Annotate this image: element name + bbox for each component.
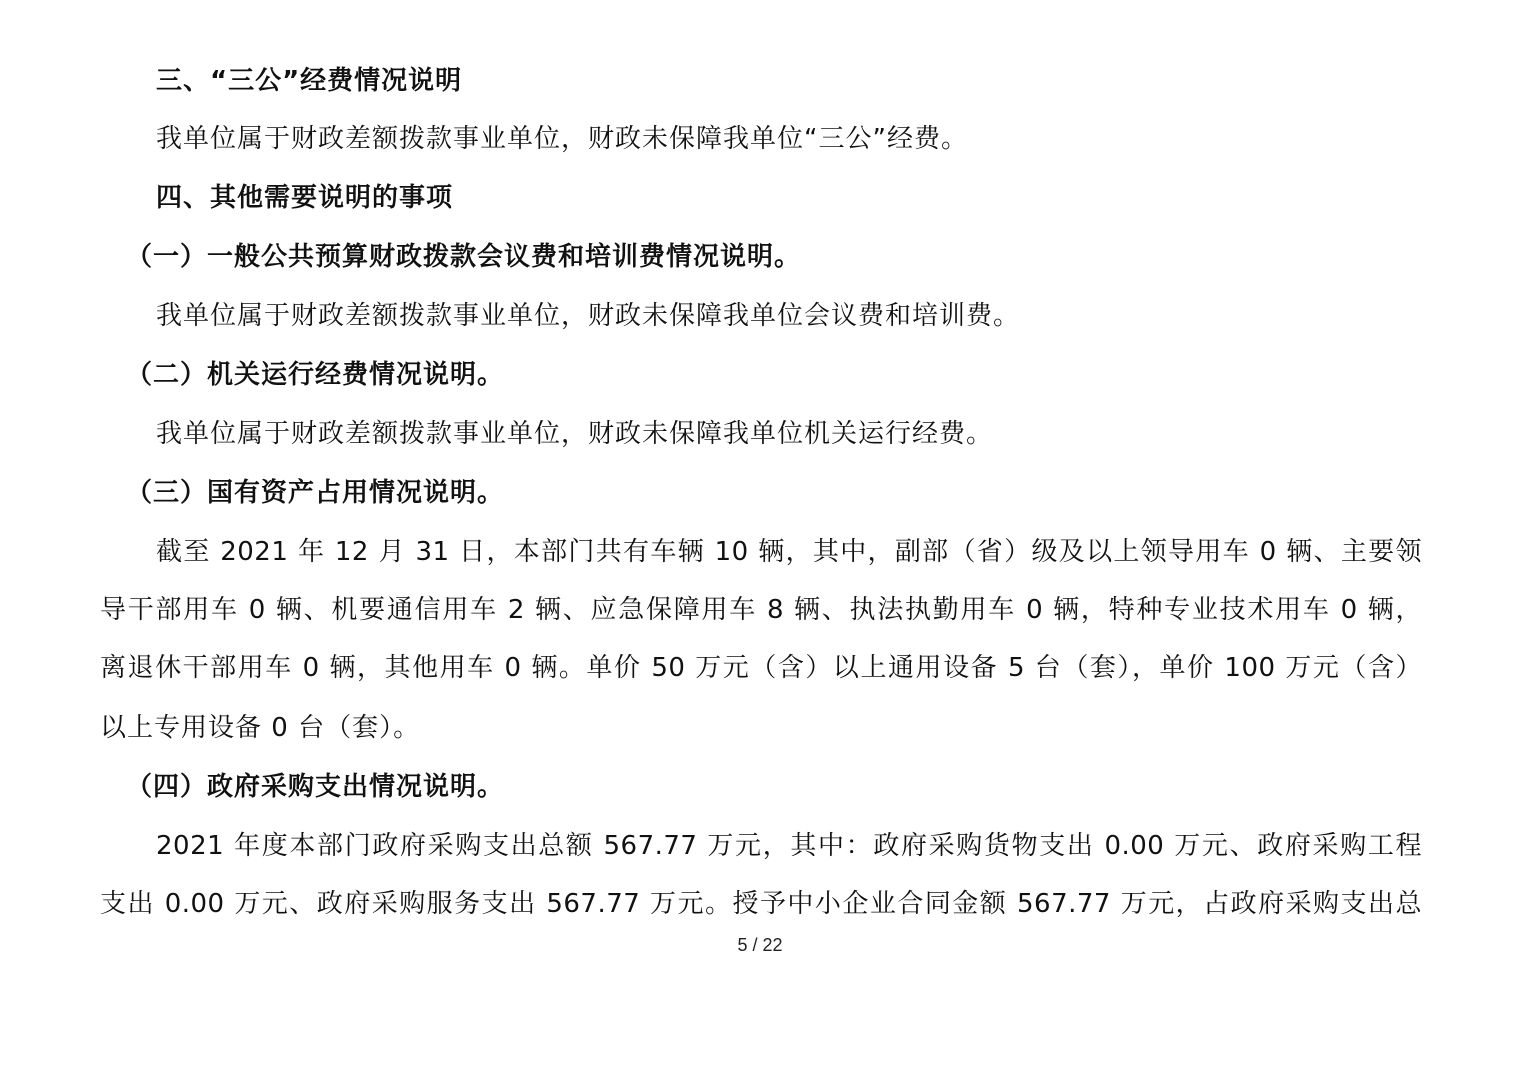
section-4-4-line-2: 支出 0.00 万元、政府采购服务支出 567.77 万元。授予中小企业合同金额 567.77 万元，占政府采购支出总 [100,889,1422,919]
section-4-3-line-1: 截至 2021 年 12 月 31 日，本部门共有车辆 10 辆，其中，副部（省）级及以上领导用车 0 辆、主要领 [156,537,1422,567]
section-3-body: 我单位属于财政差额拨款事业单位，财政未保障我单位“三公”经费。 [156,124,968,154]
page-number: 5 / 22 [737,935,783,955]
section-4-1-body: 我单位属于财政差额拨款事业单位，财政未保障我单位会议费和培训费。 [156,301,1021,331]
section-4-3-line-4: 以上专用设备 0 台（套）。 [100,713,421,743]
section-4-1-heading: （一）一般公共预算财政拨款会议费和培训费情况说明。 [126,242,802,272]
section-4-3-heading: （三）国有资产占用情况说明。 [126,478,505,508]
section-4-2-body: 我单位属于财政差额拨款事业单位，财政未保障我单位机关运行经费。 [156,419,994,449]
section-4-3-line-2: 导干部用车 0 辆、机要通信用车 2 辆、应急保障用车 8 辆、执法执勤用车 0 辆，特种专业技术用车 0 辆， [100,595,1422,625]
section-4-2-heading: （二）机关运行经费情况说明。 [126,360,505,390]
section-4-4-heading: （四）政府采购支出情况说明。 [126,772,505,802]
section-4-heading: 四、其他需要说明的事项 [156,183,454,213]
section-3-heading: 三、“三公”经费情况说明 [156,66,463,96]
section-4-3-line-3: 离退休干部用车 0 辆，其他用车 0 辆。单价 50 万元（含）以上通用设备 5 台（套），单价 100 万元（含） [100,653,1422,683]
section-4-4-line-1: 2021 年度本部门政府采购支出总额 567.77 万元，其中：政府采购货物支出 0.00 万元、政府采购工程 [156,831,1422,861]
